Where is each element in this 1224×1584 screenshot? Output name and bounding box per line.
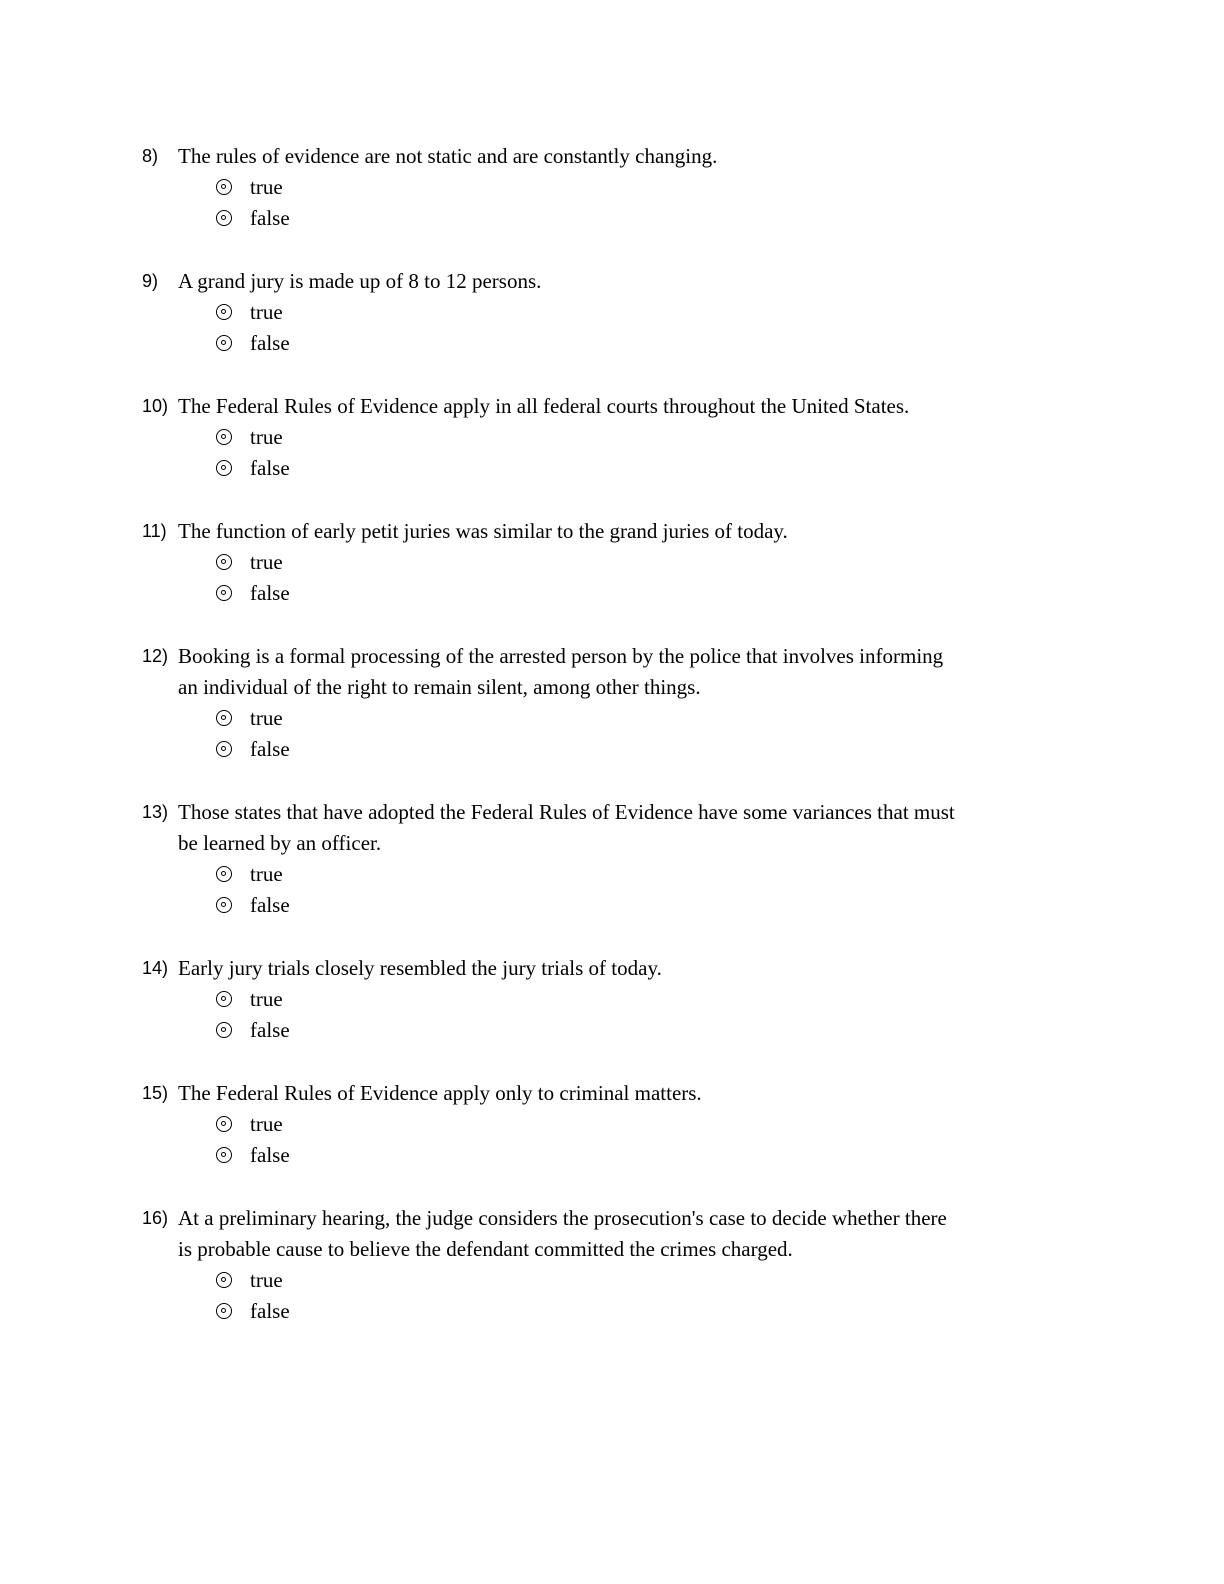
radio-button-icon[interactable] (216, 991, 232, 1007)
option-label: true (250, 300, 283, 324)
option-label: true (250, 706, 283, 730)
option-false[interactable] (142, 203, 1082, 234)
option-label: false (250, 1143, 290, 1167)
option-label: false (250, 893, 290, 917)
radio-button-icon[interactable] (216, 1272, 232, 1288)
option-false[interactable] (142, 1015, 1082, 1046)
option-label: true (250, 987, 283, 1011)
option-label: false (250, 206, 290, 230)
option-true[interactable] (142, 422, 1082, 453)
question-12 (142, 641, 1082, 765)
question-text: Booking is a formal processing of the arrested person by the police that involves informing (178, 644, 944, 668)
radio-button-icon[interactable] (216, 1147, 232, 1163)
option-true[interactable] (142, 1109, 1082, 1140)
radio-button-icon[interactable] (216, 210, 232, 226)
radio-button-icon[interactable] (216, 335, 232, 351)
radio-button-icon[interactable] (216, 1022, 232, 1038)
option-label: true (250, 175, 283, 199)
question-8 (142, 141, 1082, 234)
question-10 (142, 391, 1082, 484)
option-label: true (250, 862, 283, 886)
option-label: false (250, 331, 290, 355)
question-13 (142, 797, 1082, 921)
question-number: 16) (142, 1208, 169, 1228)
question-text: The Federal Rules of Evidence apply only to criminal matters. (178, 1081, 702, 1105)
option-label: true (250, 1268, 283, 1292)
option-false[interactable] (142, 1140, 1082, 1171)
option-false[interactable] (142, 734, 1082, 765)
radio-button-icon[interactable] (216, 554, 232, 570)
question-text: At a preliminary hearing, the judge considers the prosecution's case to decide whether there (178, 1206, 947, 1230)
option-label: true (250, 1112, 283, 1136)
option-false[interactable] (142, 1296, 1082, 1327)
option-label: false (250, 456, 290, 480)
radio-button-icon[interactable] (216, 897, 232, 913)
option-true[interactable] (142, 859, 1082, 890)
question-number: 10) (142, 396, 169, 416)
option-false[interactable] (142, 453, 1082, 484)
question-text: The Federal Rules of Evidence apply in all federal courts throughout the United States. (178, 394, 910, 418)
option-true[interactable] (142, 297, 1082, 328)
radio-button-icon[interactable] (216, 1303, 232, 1319)
option-label: false (250, 1299, 290, 1323)
radio-button-icon[interactable] (216, 429, 232, 445)
option-label: false (250, 1018, 290, 1042)
question-number: 13) (142, 802, 169, 822)
option-true[interactable] (142, 1265, 1082, 1296)
question-9 (142, 266, 1082, 359)
question-number: 8) (142, 146, 159, 166)
radio-button-icon[interactable] (216, 460, 232, 476)
question-text: The rules of evidence are not static and are constantly changing. (178, 144, 718, 168)
question-text: The function of early petit juries was similar to the grand juries of today. (178, 519, 788, 543)
question-text: Those states that have adopted the Federal Rules of Evidence have some variances that must (178, 800, 955, 824)
question-number: 14) (142, 958, 169, 978)
radio-button-icon[interactable] (216, 710, 232, 726)
radio-button-icon[interactable] (216, 304, 232, 320)
option-true[interactable] (142, 547, 1082, 578)
option-true[interactable] (142, 984, 1082, 1015)
question-text-continued: is probable cause to believe the defendant committed the crimes charged. (178, 1237, 793, 1261)
option-label: false (250, 737, 290, 761)
question-number: 15) (142, 1083, 169, 1103)
option-true[interactable] (142, 172, 1082, 203)
question-text: Early jury trials closely resembled the jury trials of today. (178, 956, 662, 980)
option-false[interactable] (142, 578, 1082, 609)
option-true[interactable] (142, 703, 1082, 734)
option-label: false (250, 581, 290, 605)
radio-button-icon[interactable] (216, 585, 232, 601)
question-number: 9) (142, 271, 159, 291)
question-number: 11) (142, 521, 167, 541)
option-false[interactable] (142, 890, 1082, 921)
option-label: true (250, 550, 283, 574)
radio-button-icon[interactable] (216, 1116, 232, 1132)
option-label: true (250, 425, 283, 449)
question-number: 12) (142, 646, 169, 666)
radio-button-icon[interactable] (216, 741, 232, 757)
question-14 (142, 953, 1082, 1046)
radio-button-icon[interactable] (216, 866, 232, 882)
option-false[interactable] (142, 328, 1082, 359)
question-16 (142, 1203, 1082, 1327)
question-11 (142, 516, 1082, 609)
question-text-continued: an individual of the right to remain silent, among other things. (178, 675, 701, 699)
question-text: A grand jury is made up of 8 to 12 persons. (178, 269, 542, 293)
question-text-continued: be learned by an officer. (178, 831, 382, 855)
question-15 (142, 1078, 1082, 1171)
radio-button-icon[interactable] (216, 179, 232, 195)
